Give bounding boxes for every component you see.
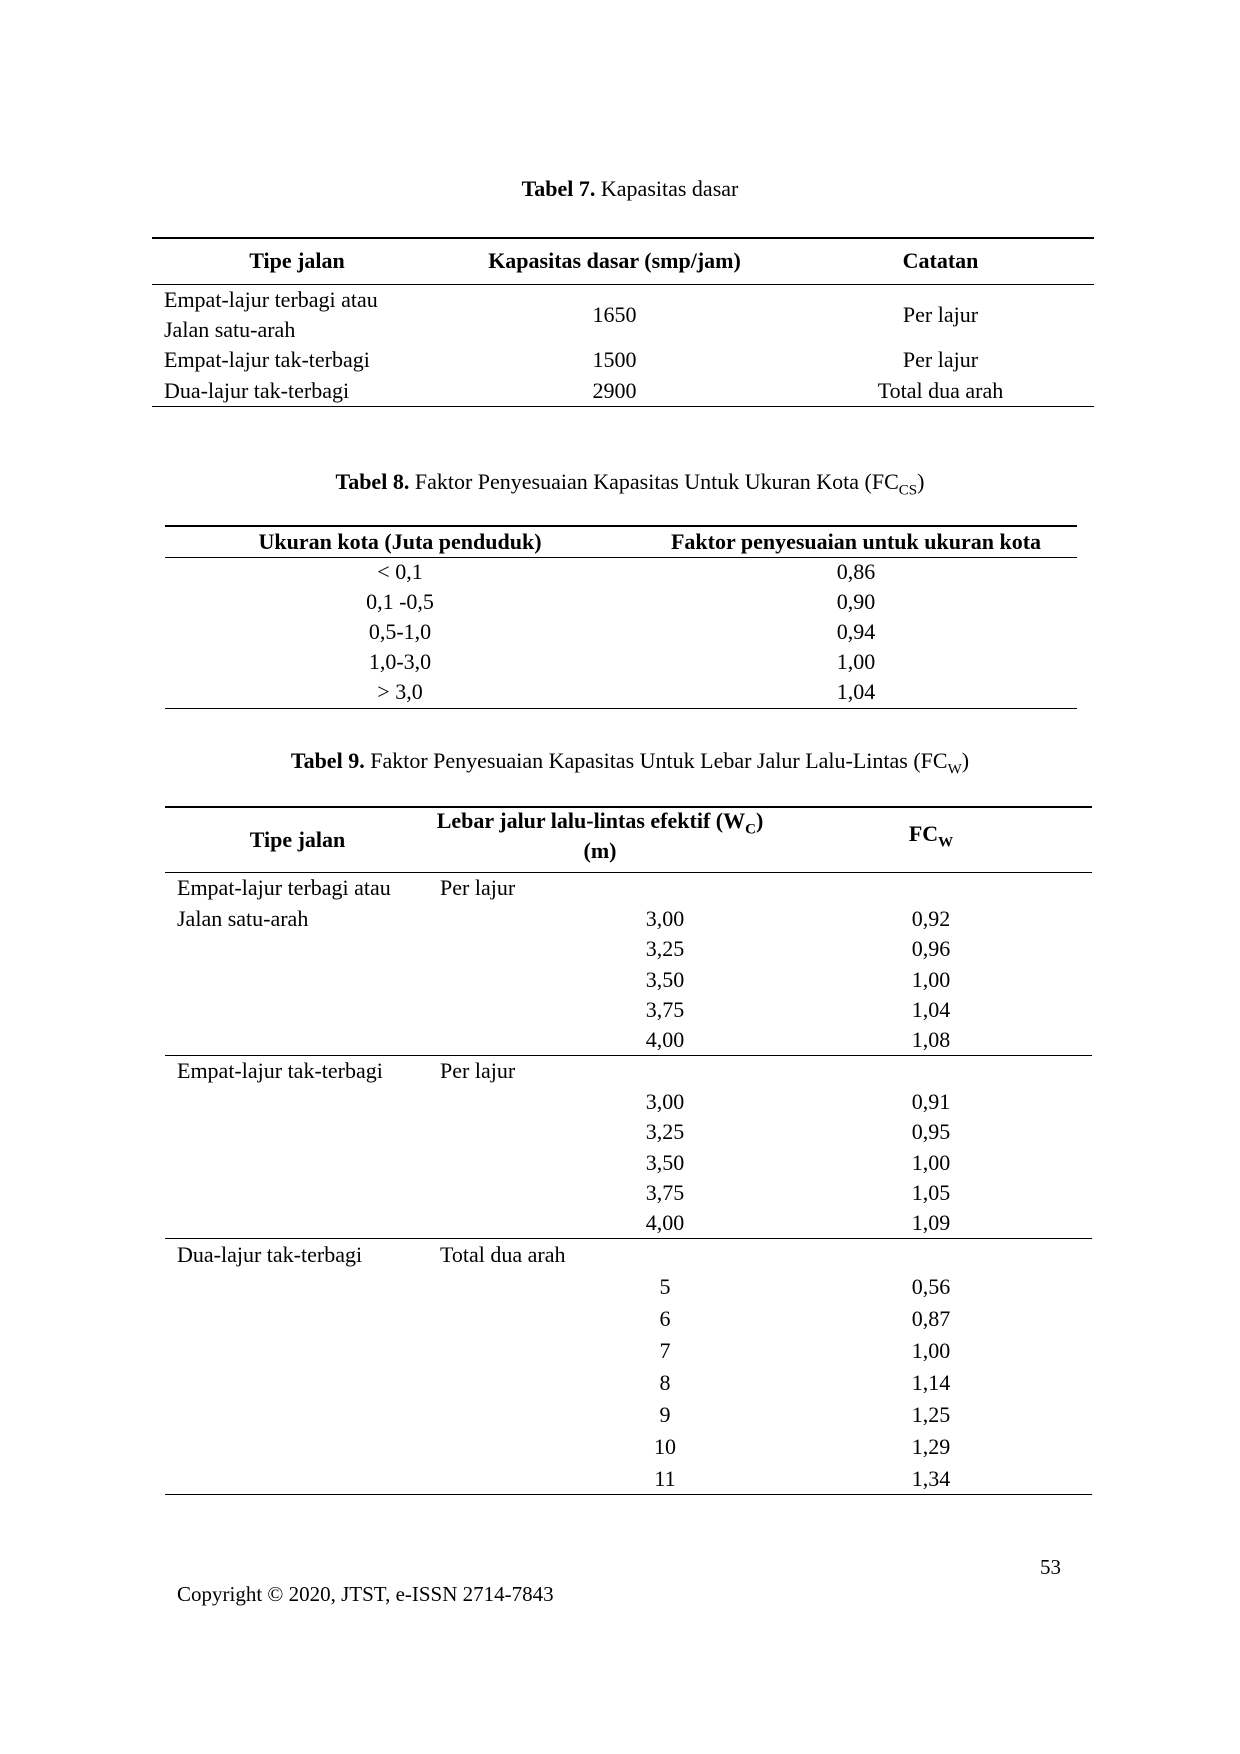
tabel7-cell-tipe-line2: Jalan satu-arah: [164, 316, 296, 342]
tabel9-cell-lebar-value: 7: [659, 1337, 671, 1363]
tabel9-cell-empty: [430, 1086, 650, 1117]
tabel7-caption-text: Kapasitas dasar: [595, 176, 739, 201]
tabel9-cell-lebar: [650, 1463, 770, 1495]
tabel9-cell-lebar-value: 3,00: [645, 1088, 685, 1114]
tabel7-cell-kapasitas: 1500: [592, 347, 637, 372]
tabel8-caption-text: Faktor Penyesuaian Kapasitas Untuk Ukuran Kota (FC: [409, 469, 899, 494]
tabel9-cell-empty: [430, 903, 650, 934]
tabel9-cell-empty: [165, 1463, 430, 1495]
tabel9-cell-fc: 0,56: [911, 1273, 951, 1299]
tabel9-caption-sub: W: [947, 761, 962, 778]
tabel9-cell-fc: 1,25: [911, 1401, 951, 1427]
table-row: [165, 1239, 1092, 1271]
tabel9-cell-lebar: [650, 1271, 770, 1303]
tabel8-caption: [150, 469, 1110, 499]
table-row: [165, 557, 1077, 587]
tabel7-table: [152, 237, 1094, 407]
page-number: 53: [1040, 1555, 1061, 1579]
tabel8-cell-ukuran: > 3,0: [377, 679, 423, 705]
tabel9-cell-lebar-value: 3,25: [645, 936, 685, 962]
tabel9-cell-empty: [430, 1147, 650, 1178]
table-row: [165, 1335, 1092, 1367]
tabel9-cell-fc: 1,04: [911, 997, 951, 1023]
table-row: [165, 1399, 1092, 1431]
tabel9-cell-fc: 1,08: [911, 1027, 951, 1053]
table-row: [165, 1178, 1092, 1209]
tabel9-cell-lebar: [650, 1303, 770, 1335]
table-row: [152, 284, 1094, 345]
tabel9-cell-empty: [165, 964, 430, 995]
tabel7-cell-tipe: Dua-lajur tak-terbagi: [164, 377, 350, 403]
tabel9-cell-lebar: [645, 1025, 770, 1056]
tabel9-cell-empty: [165, 1399, 430, 1431]
tabel9-table: [165, 806, 1092, 1495]
table-row: [165, 1303, 1092, 1335]
table-row: [165, 677, 1077, 708]
tabel9-cell-empty: [430, 1025, 650, 1056]
tabel9-cell-fc: 1,00: [911, 1337, 951, 1363]
tabel7-header-catatan: Catatan: [902, 248, 979, 274]
table-row: [165, 934, 1092, 965]
tabel9-caption-text: Faktor Penyesuaian Kapasitas Untuk Lebar Jalur Lalu-Lintas (FC: [364, 748, 948, 773]
tabel9-cell-empty: [430, 1303, 650, 1335]
tabel9-cell-empty: [165, 1117, 430, 1148]
tabel8-cell-faktor: 0,90: [836, 589, 876, 614]
tabel9-cell-lebar-value: 8: [659, 1369, 671, 1395]
tabel8-caption-sub: CS: [898, 482, 918, 499]
tabel9-cell-fc: 0,87: [911, 1305, 951, 1331]
tabel7-cell-tipe: Empat-lajur tak-terbagi: [164, 347, 370, 372]
tabel9-cell-lebar: [645, 1117, 770, 1148]
tabel9-cell-fc: 0,96: [911, 936, 951, 962]
tabel9-cell-lebar: [645, 1208, 770, 1239]
tabel9-header-lebar-sub: C: [745, 821, 756, 838]
tabel9-cell-lebar: [645, 934, 770, 965]
tabel9-cell-empty: [430, 1271, 650, 1303]
tabel9-cell-lebar: [645, 1086, 770, 1117]
tabel9-cell-fc: 0,95: [911, 1119, 951, 1145]
tabel8-table: [165, 525, 1077, 709]
tabel9-cell-lebar: [650, 1367, 770, 1399]
tabel9-cell-empty: [165, 1147, 430, 1178]
tabel9-cell-empty: [165, 1025, 430, 1056]
tabel9-cell-fc: 1,14: [911, 1369, 951, 1395]
tabel9-cell-unit: Per lajur: [440, 875, 516, 901]
tabel9-cell-lebar-value: 5: [659, 1273, 671, 1299]
tabel9-header-fc: [770, 807, 1092, 873]
table-row: [165, 995, 1092, 1026]
tabel7-caption-label: Tabel 7.: [521, 176, 596, 201]
tabel9-cell-fc: 1,00: [911, 966, 951, 992]
tabel7-caption: [150, 176, 1110, 202]
tabel9-cell-empty: [770, 873, 1092, 904]
table-row: [152, 345, 1094, 376]
table-row: [165, 1117, 1092, 1148]
tabel9-cell-lebar: [645, 1147, 770, 1178]
tabel9-cell-lebar-value: 9: [659, 1401, 671, 1427]
tabel9-cell-lebar: [645, 964, 770, 995]
tabel9-cell-empty: [165, 1335, 430, 1367]
tabel9-header-tipe: Tipe jalan: [249, 827, 346, 853]
tabel9-cell-empty: [770, 1239, 1092, 1271]
tabel9-cell-empty: [165, 934, 430, 965]
tabel9-cell-fc: 1,00: [911, 1149, 951, 1175]
tabel9-cell-tipe: Empat-lajur tak-terbagi: [177, 1058, 383, 1084]
tabel9-cell-lebar-value: 4,00: [645, 1210, 685, 1236]
tabel8-cell-faktor: 1,04: [836, 679, 876, 705]
tabel9-cell-lebar-value: 4,00: [645, 1027, 685, 1053]
tabel9-cell-empty: [165, 1208, 430, 1239]
tabel9-cell-lebar-value: 3,50: [645, 1149, 685, 1175]
tabel9-cell-tipe: Dua-lajur tak-terbagi: [177, 1242, 363, 1268]
tabel9-cell-lebar-value: 3,50: [645, 966, 685, 992]
tabel8-cell-ukuran: 0,1 -0,5: [366, 589, 434, 614]
tabel8-cell-ukuran: 1,0-3,0: [368, 649, 432, 674]
tabel8-cell-faktor: 0,86: [836, 559, 876, 585]
tabel8-header-faktor: Faktor penyesuaian untuk ukuran kota: [670, 528, 1042, 554]
tabel8-cell-faktor: 1,00: [836, 649, 876, 674]
table-row: [165, 964, 1092, 995]
tabel9-cell-empty: [430, 1335, 650, 1367]
tabel9-cell-lebar-value: 3,25: [645, 1119, 685, 1145]
tabel9-caption: [150, 748, 1110, 778]
tabel9-cell-fc: 1,09: [911, 1210, 951, 1236]
tabel8-cell-ukuran: 0,5-1,0: [368, 619, 432, 644]
tabel9-cell-empty: [430, 995, 650, 1026]
copyright-footer: Copyright © 2020, JTST, e-ISSN 2714-7843: [177, 1582, 554, 1606]
tabel9-cell-tipe: Empat-lajur terbagi atau: [177, 875, 391, 901]
tabel9-cell-empty: [430, 1463, 650, 1495]
table-row: [165, 1463, 1092, 1495]
tabel9-cell-lebar-value: 3,00: [645, 905, 685, 931]
tabel9-cell-lebar-value: 3,75: [645, 997, 685, 1023]
table-row: [152, 376, 1094, 407]
tabel9-cell-lebar: [645, 903, 770, 934]
tabel9-cell-tipe-line2: Jalan satu-arah: [177, 905, 309, 931]
tabel8-caption-end: ): [917, 469, 925, 494]
tabel9-cell-lebar: [645, 995, 770, 1026]
tabel7-cell-catatan: Total dua arah: [877, 377, 1004, 403]
tabel9-cell-lebar: [650, 1431, 770, 1463]
tabel9-cell-fc: 1,29: [911, 1433, 951, 1459]
table-row: [165, 1431, 1092, 1463]
tabel9-cell-unit: Total dua arah: [440, 1242, 566, 1268]
tabel9-cell-lebar-value: 11: [654, 1465, 676, 1491]
tabel9-cell-lebar: [650, 1399, 770, 1431]
tabel9-cell-empty: [165, 1367, 430, 1399]
tabel7-header-kapasitas: Kapasitas dasar (smp/jam): [488, 248, 741, 274]
table-row: [165, 1086, 1092, 1117]
table-row: [165, 1271, 1092, 1303]
tabel9-cell-unit: Per lajur: [440, 1058, 516, 1084]
tabel9-cell-lebar: [645, 1178, 770, 1209]
tabel9-cell-empty: [430, 1399, 650, 1431]
tabel9-cell-fc: 0,92: [911, 905, 951, 931]
tabel9-header-lebar: [430, 807, 770, 873]
tabel8-cell-ukuran: < 0,1: [377, 559, 423, 585]
tabel9-header-lebar-text: Lebar jalur lalu-lintas efektif (W: [436, 808, 746, 833]
tabel9-cell-empty: [770, 1056, 1092, 1087]
tabel8-header-ukuran: Ukuran kota (Juta penduduk): [258, 528, 542, 554]
table-row: [165, 587, 1077, 617]
tabel9-cell-empty: [165, 1178, 430, 1209]
tabel7-cell-catatan: Per lajur: [902, 347, 979, 372]
tabel9-cell-empty: [430, 1431, 650, 1463]
table-row: [165, 647, 1077, 677]
table-row: [165, 617, 1077, 647]
table-row: [165, 1147, 1092, 1178]
tabel9-cell-empty: [430, 934, 650, 965]
tabel9-cell-empty: [165, 1303, 430, 1335]
tabel9-cell-lebar-value: 3,75: [645, 1180, 685, 1206]
tabel9-cell-empty: [165, 1431, 430, 1463]
tabel9-caption-end: ): [961, 748, 970, 773]
tabel9-header-lebar-end: ) (m): [583, 808, 764, 864]
tabel9-cell-empty: [430, 1367, 650, 1399]
table-row: [165, 903, 1092, 934]
tabel7-header-tipe: Tipe jalan: [249, 248, 345, 274]
tabel7-cell-kapasitas: 2900: [592, 377, 637, 403]
tabel7-cell-tipe: [152, 284, 442, 345]
tabel9-header-fc-text: FC: [908, 821, 939, 846]
tabel8-caption-label: Tabel 8.: [335, 469, 410, 494]
table-row: [165, 1367, 1092, 1399]
tabel8-cell-faktor: 0,94: [836, 619, 876, 644]
tabel9-cell-empty: [430, 1208, 650, 1239]
tabel9-cell-empty: [165, 995, 430, 1026]
tabel9-caption-label: Tabel 9.: [290, 748, 365, 773]
tabel9-header-fc-sub: W: [938, 834, 954, 851]
tabel7-cell-kapasitas: 1650: [592, 301, 637, 327]
table-row: [165, 1208, 1092, 1239]
tabel9-cell-empty: [165, 1086, 430, 1117]
tabel7-cell-tipe-line1: Empat-lajur terbagi atau: [164, 286, 378, 312]
tabel9-cell-lebar-value: 10: [654, 1433, 676, 1459]
tabel9-cell-fc: 1,34: [911, 1465, 951, 1491]
tabel9-cell-lebar: [650, 1335, 770, 1367]
tabel9-cell-fc: 1,05: [911, 1180, 951, 1206]
tabel9-cell-empty: [430, 1178, 650, 1209]
tabel9-cell-lebar-value: 6: [659, 1305, 671, 1331]
table-row: [165, 873, 1092, 904]
tabel9-cell-empty: [165, 1271, 430, 1303]
tabel9-cell-fc: 0,91: [911, 1088, 951, 1114]
table-row: [165, 1056, 1092, 1087]
tabel9-body: [165, 873, 1092, 1495]
table-row: [165, 1025, 1092, 1056]
tabel7-cell-catatan: Per lajur: [902, 301, 979, 327]
tabel9-cell-empty: [430, 964, 650, 995]
tabel9-cell-empty: [430, 1117, 650, 1148]
